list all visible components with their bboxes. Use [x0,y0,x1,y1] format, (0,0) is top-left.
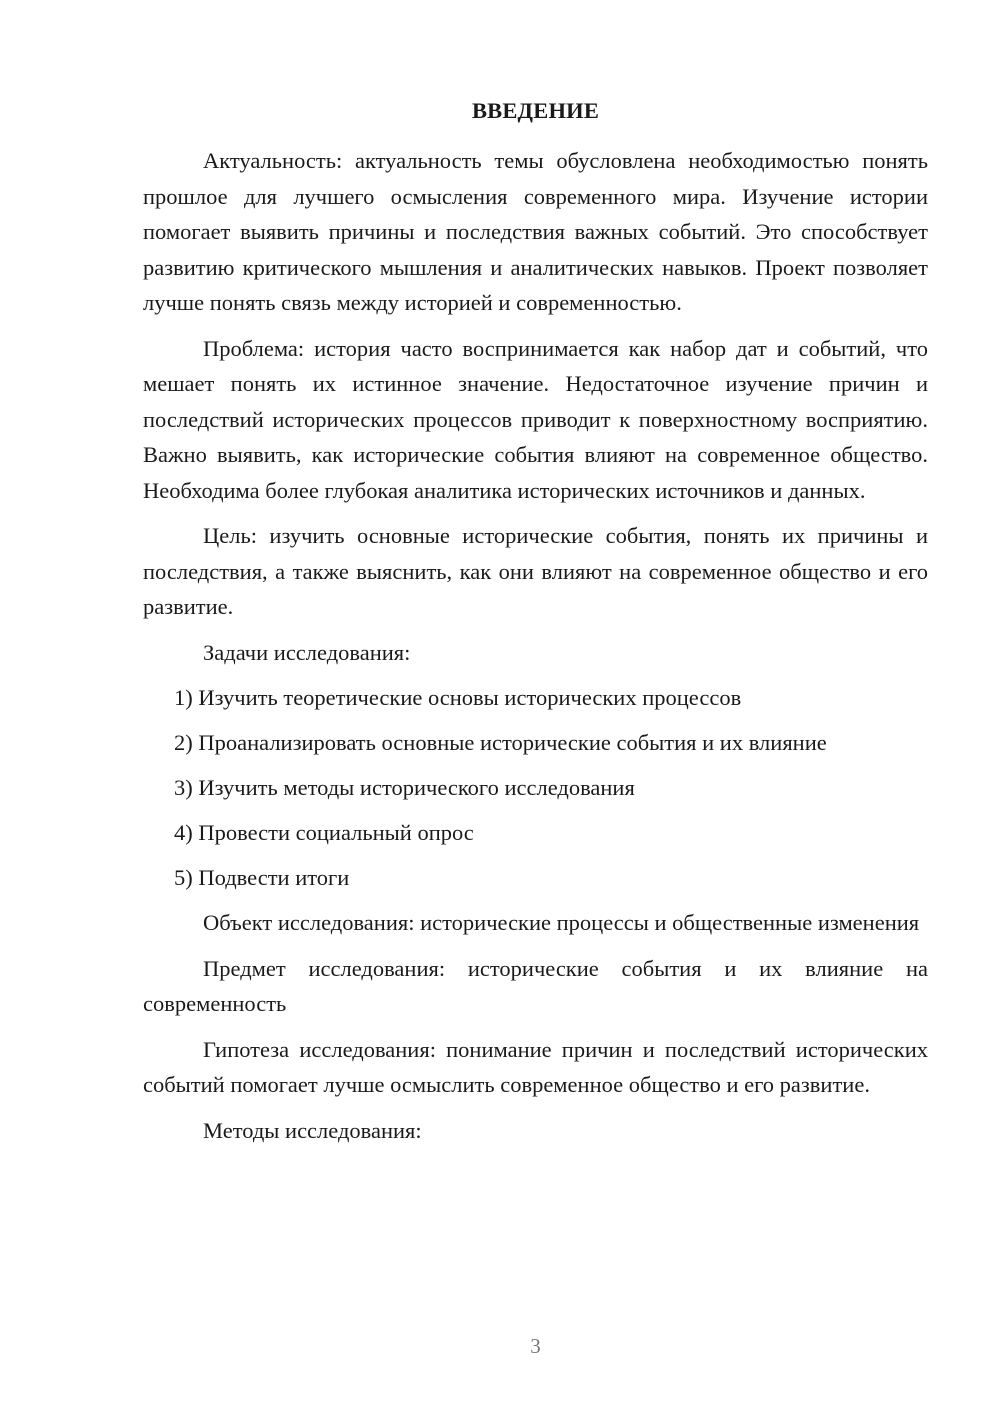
document-body [143,143,928,1148]
page-title: ВВЕДЕНИЕ [471,98,600,123]
paragraph-hypothesis: Гипотеза исследования: понимание причин и последствий исторических событий помогает лучше осмыслить современное общество и его развитие. [143,1036,928,1097]
document-page [143,0,928,1414]
paragraph-subject: Предмет исследования: исторические события и их влияние на современность [143,955,928,1016]
paragraph-goal: Цель: изучить основные исторические события, понять их причины и последствия, а также выяснить, как они влияют на современное общество и его развитие. [143,523,928,619]
tasks-list [143,680,928,896]
paragraph-object: Объект исследования: исторические процессы и общественные изменения [203,910,920,935]
list-item: 3) Изучить методы исторического исследования [174,774,635,800]
list-item: 2) Проанализировать основные исторические события и их влияние [174,729,827,755]
paragraph-problem: Проблема: история часто воспринимается как набор дат и событий, что мешает понять их истинное значение. Недостаточное изучение причин и последствий исторических процессов приводит к поверхностному восприятию. Важно выявить, как исторические события влияют на современное общество. Необходима более глубокая аналитика исторических источников и данных. [143,335,928,503]
list-item: 4) Провести социальный опрос [174,819,474,845]
list-item: 5) Подвести итоги [174,864,350,890]
tasks-heading: Задачи исследования: [203,639,411,665]
list-item: 1) Изучить теоретические основы исторических процессов [174,684,742,710]
paragraph-relevance: Актуальность: актуальность темы обусловлена необходимостью понять прошлое для лучшего осмысления современного мира. Изучение истории помогает выявить причины и последствия важных событий. Это способствует развитию критического мышления и аналитических навыков. Проект позволяет лучше понять связь между историей и современностью. [143,148,928,315]
methods-heading: Методы исследования: [203,1117,422,1143]
page-number: 3 [530,1334,541,1358]
